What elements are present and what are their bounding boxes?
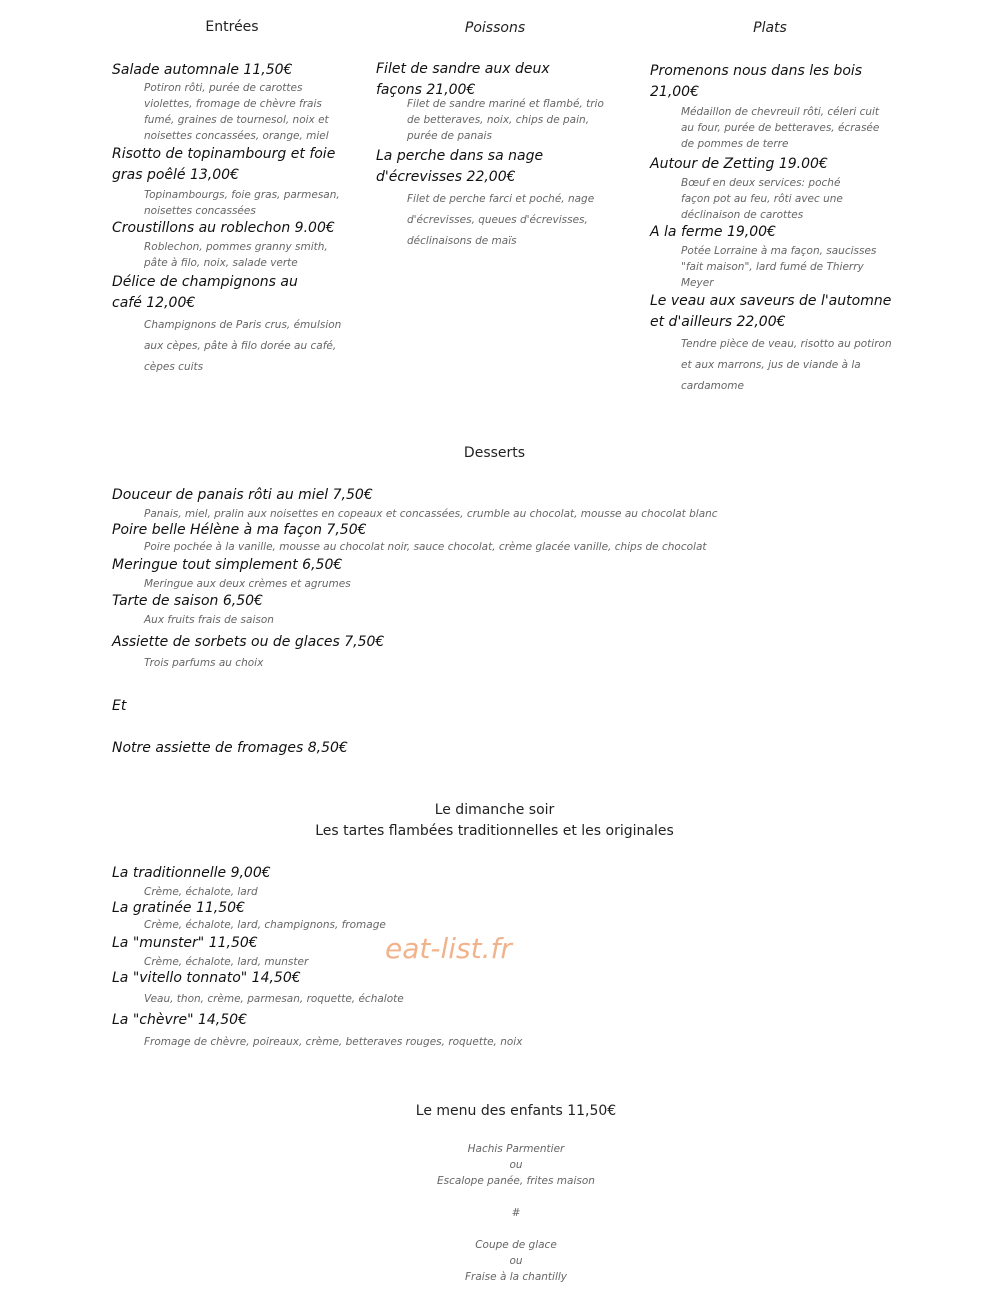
- dessert-3-name: Meringue tout simplement 6,50€: [112, 557, 343, 573]
- dessert-4-desc: Aux fruits frais de saison: [144, 614, 274, 626]
- dessert-1-name: Douceur de panais rôti au miel 7,50€: [112, 487, 373, 503]
- dessert-2-name: Poire belle Hélène à ma façon 7,50€: [112, 522, 367, 538]
- tarte-2-name: La gratinée 11,50€: [112, 900, 245, 916]
- entree-3-desc: Roblechon, pommes granny smith, pâte à filo, noix, salade verte: [144, 241, 328, 269]
- entree-4-desc: Champignons de Paris crus, émulsion aux cèpes, pâte à filo dorée au café, cèpes cuits: [144, 319, 342, 373]
- enfants-line-3: Escalope panée, frites maison: [437, 1175, 595, 1187]
- desserts-heading: Desserts: [463, 445, 526, 461]
- dessert-1-desc: Panais, miel, pralin aux noisettes en copeaux et concassées, crumble au chocolat, mousse au chocolat blanc: [144, 508, 718, 520]
- enfants-line-1: Hachis Parmentier: [467, 1143, 565, 1155]
- tarte-4-desc: Veau, thon, crème, parmesan, roquette, échalote: [144, 993, 404, 1005]
- enfants-line-2: ou: [509, 1159, 523, 1171]
- enfants-line-5: ou: [509, 1255, 523, 1267]
- poisson-2-name: La perche dans sa nage d'écrevisses 22,00€: [376, 148, 544, 185]
- tarte-5-name: La "chèvre" 14,50€: [112, 1012, 247, 1028]
- entree-4-name: Délice de champignons au café 12,00€: [112, 274, 298, 311]
- enfants-line-6: Fraise à la chantilly: [464, 1271, 568, 1283]
- plat-1-desc: Médaillon de chevreuil rôti, céleri cuit au four, purée de betteraves, écrasée de pommes de terre: [681, 106, 880, 150]
- tartes-heading: Les tartes flambées traditionnelles et les originales: [315, 823, 674, 839]
- plat-2-name: Autour de Zetting 19.00€: [650, 156, 828, 172]
- plat-3-desc: Potée Lorraine à ma façon, saucisses "fait maison", lard fumé de Thierry Meyer: [681, 245, 877, 289]
- dessert-5-name: Assiette de sorbets ou de glaces 7,50€: [112, 634, 385, 650]
- tarte-1-name: La traditionnelle 9,00€: [112, 865, 271, 881]
- plat-1-name: Promenons nous dans les bois 21,00€: [650, 63, 863, 100]
- enfants-separator: #: [511, 1207, 521, 1219]
- poissons-heading: Poissons: [464, 20, 526, 36]
- poisson-2-desc: Filet de perche farci et poché, nage d'écrevisses, queues d'écrevisses, déclinaisons de maïs: [407, 193, 595, 247]
- dimanche-heading: Le dimanche soir: [434, 802, 555, 818]
- tarte-3-desc: Crème, échalote, lard, munster: [144, 956, 309, 968]
- entree-1-name: Salade automnale 11,50€: [112, 62, 293, 78]
- plat-4-name: Le veau aux saveurs de l'automne et d'ailleurs 22,00€: [650, 293, 892, 330]
- plats-heading: Plats: [753, 20, 787, 36]
- et-label: Et: [112, 698, 127, 714]
- plat-2-desc: Bœuf en deux services: poché façon pot au feu, rôti avec une déclinaison de carottes: [681, 177, 843, 221]
- entree-2-name: Risotto de topinambourg et foie gras poêlé 13,00€: [112, 146, 336, 183]
- entree-3-name: Croustillons au roblechon 9.00€: [112, 220, 335, 236]
- tarte-5-desc: Fromage de chèvre, poireaux, crème, betteraves rouges, roquette, noix: [144, 1036, 523, 1048]
- plat-4-desc: Tendre pièce de veau, risotto au potiron et aux marrons, jus de viande à la cardamome: [681, 338, 892, 392]
- tarte-4-name: La "vitello tonnato" 14,50€: [112, 970, 301, 986]
- tarte-3-name: La "munster" 11,50€: [112, 935, 258, 951]
- dessert-2-desc: Poire pochée à la vanille, mousse au chocolat noir, sauce chocolat, crème glacée vanille, chips de chocolat: [144, 541, 707, 553]
- tarte-2-desc: Crème, échalote, lard, champignons, fromage: [144, 919, 386, 931]
- entree-2-desc: Topinambourgs, foie gras, parmesan, noisettes concassées: [144, 189, 340, 217]
- dessert-3-desc: Meringue aux deux crèmes et agrumes: [144, 578, 351, 590]
- plat-3-name: A la ferme 19,00€: [650, 224, 776, 240]
- tarte-1-desc: Crème, échalote, lard: [144, 886, 258, 898]
- entree-1-desc: Potiron rôti, purée de carottes violettes, fromage de chèvre frais fumé, graines de tournesol, noix et noisettes concassées, orange, miel: [144, 82, 329, 142]
- poisson-1-desc: Filet de sandre mariné et flambé, trio de betteraves, noix, chips de pain, purée de panais: [407, 98, 604, 142]
- dessert-4-name: Tarte de saison 6,50€: [112, 593, 263, 609]
- dessert-5-desc: Trois parfums au choix: [144, 657, 264, 669]
- enfants-heading: Le menu des enfants 11,50€: [415, 1103, 617, 1119]
- poisson-1-name: Filet de sandre aux deux façons 21,00€: [376, 61, 550, 98]
- fromages-item: Notre assiette de fromages 8,50€: [112, 740, 348, 756]
- entrees-heading: Entrées: [205, 19, 259, 35]
- watermark: eat-list.fr: [385, 932, 512, 965]
- enfants-line-4: Coupe de glace: [475, 1239, 557, 1251]
